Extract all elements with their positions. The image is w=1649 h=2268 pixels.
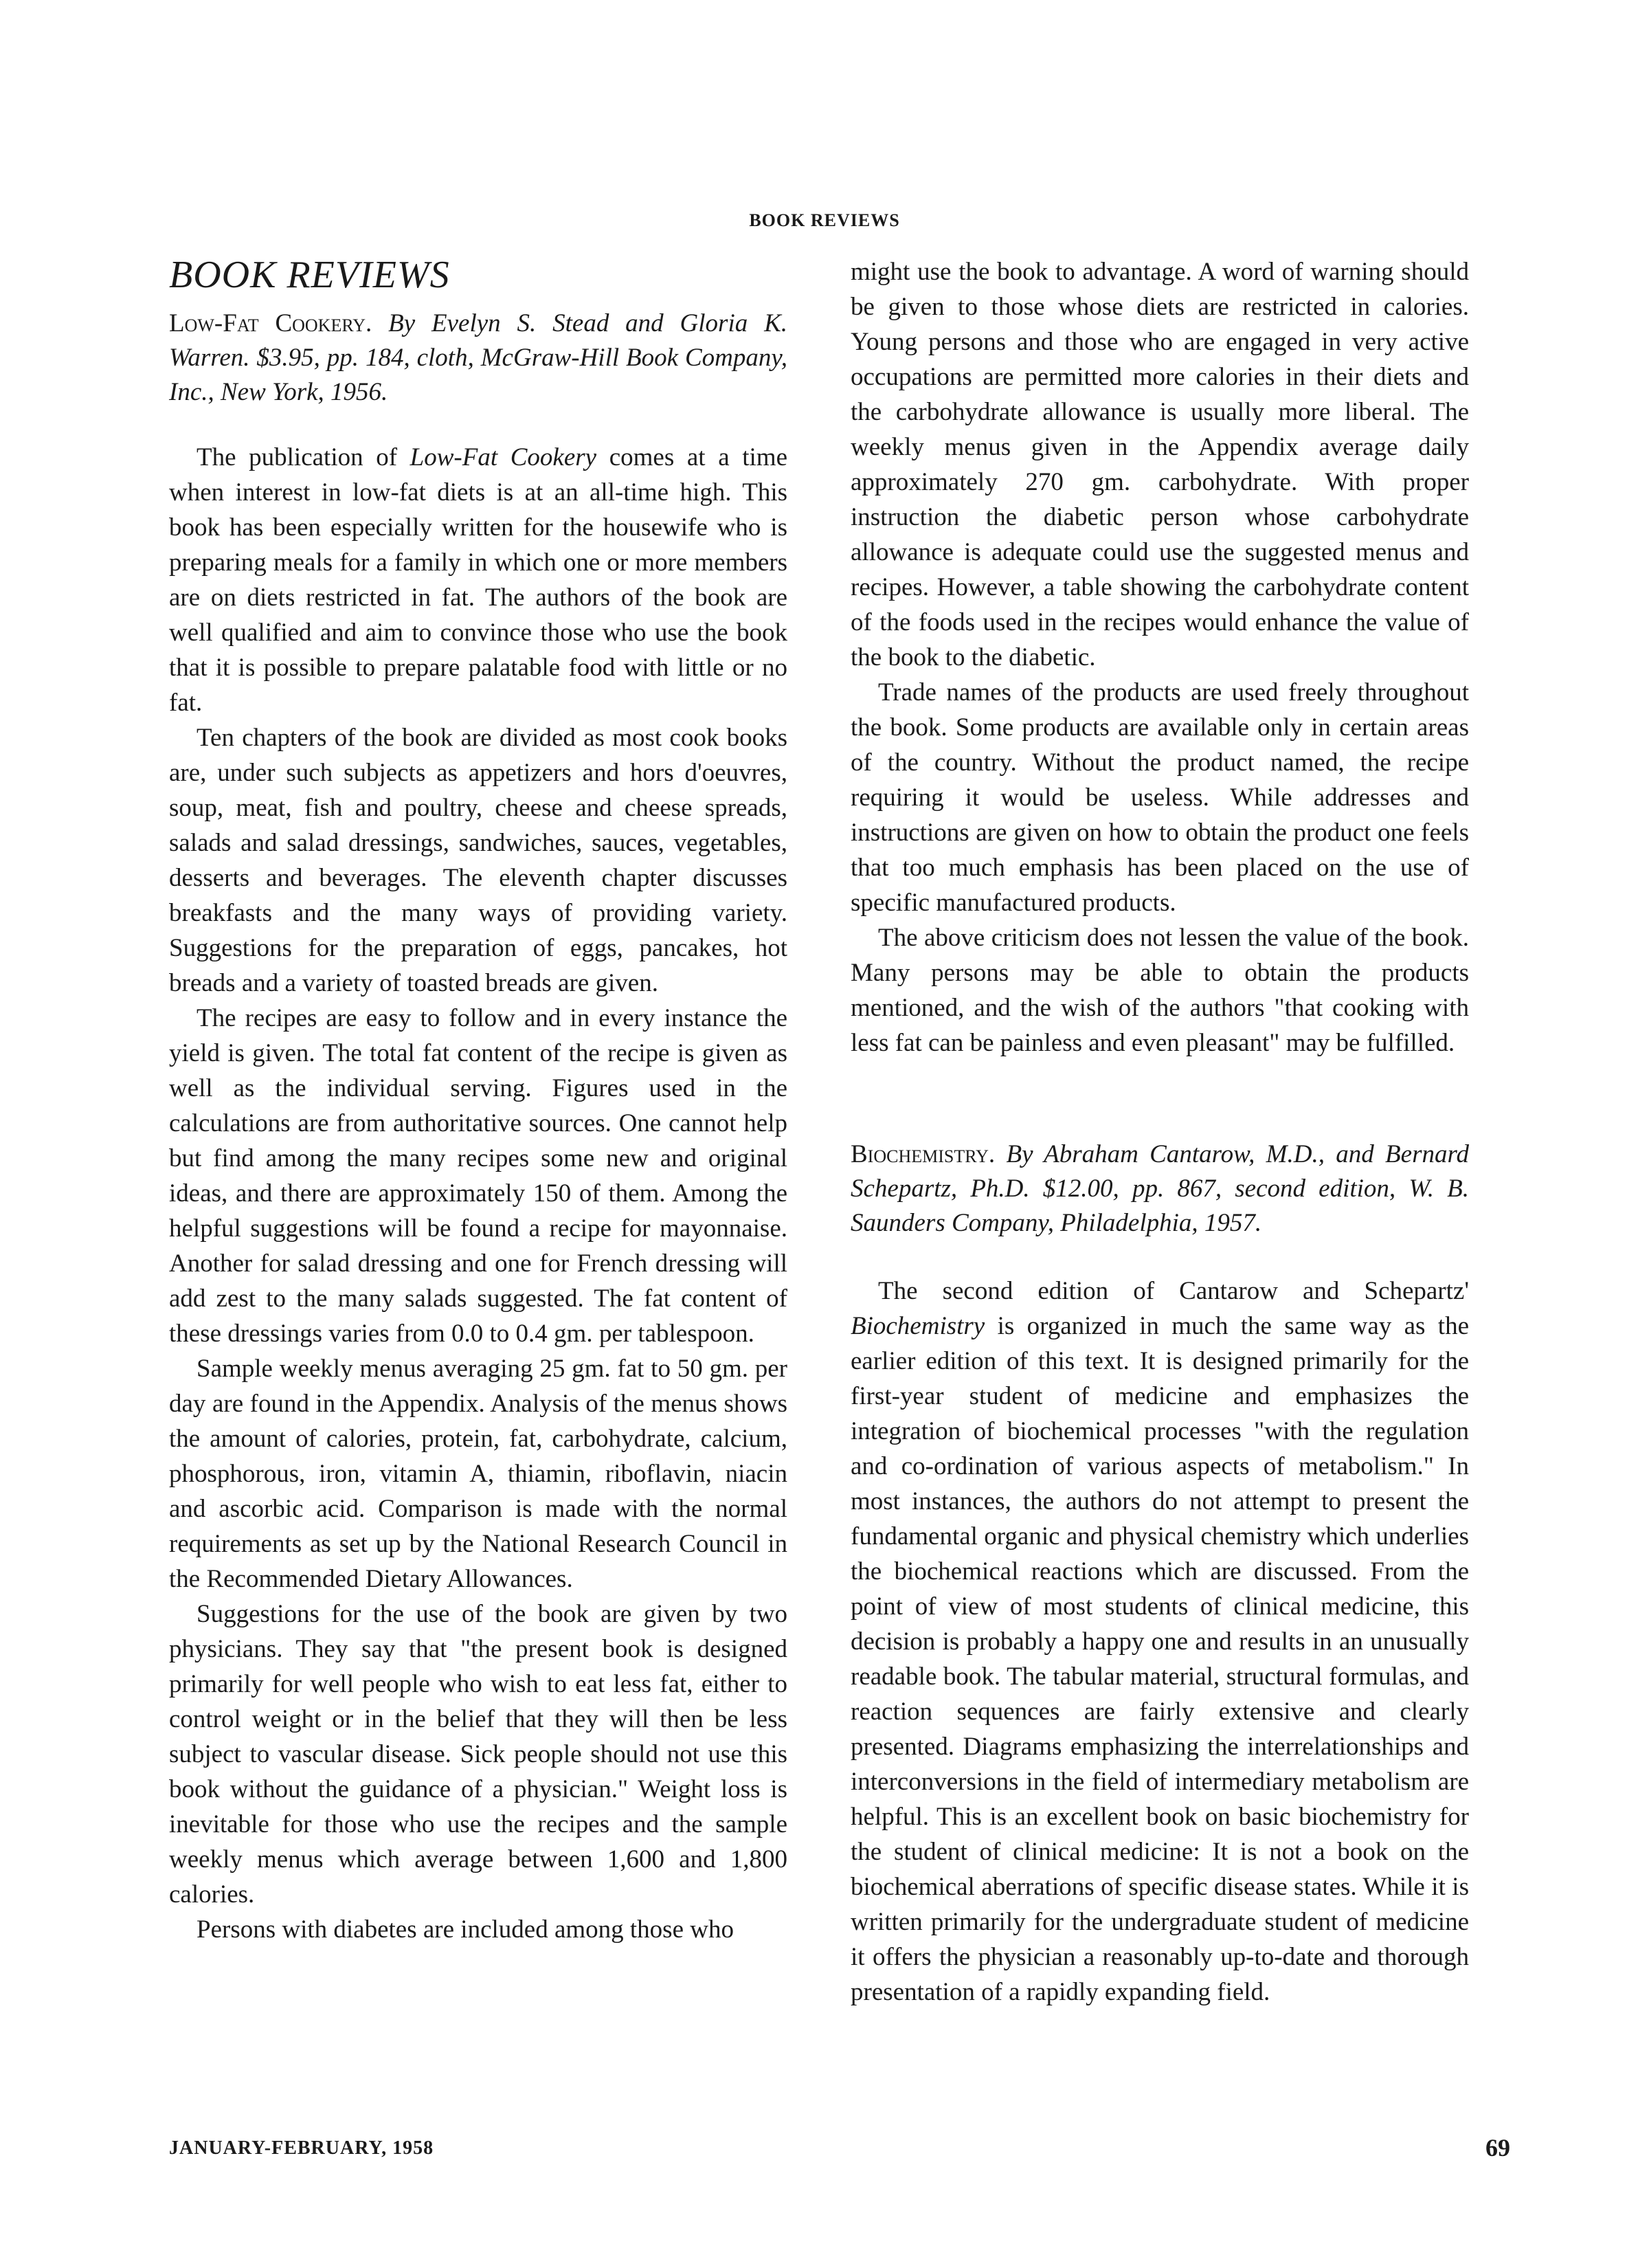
review1-citation — [169, 307, 787, 410]
review1-book-title: Low-Fat Cookery. — [169, 309, 372, 337]
review1-p1-book-title: Low-Fat Cookery — [410, 443, 597, 471]
section-heading: BOOK REVIEWS — [169, 254, 450, 296]
right-column — [851, 254, 1469, 2010]
review2-book-title: Biochemistry. — [851, 1140, 996, 1168]
review1-p1-text-b: comes at a time when interest in low-fat diets is at an all-time high. This book has been especially written for the housewife who is preparing meals for a family in which one or more members are on diets restricted in fat. The authors of the book are well qualified and aim to convince those who use the book that it is possible to prepare palatable food with little or no fat. — [169, 443, 787, 717]
review2-paragraph-1 — [851, 1274, 1469, 2010]
review2-citation — [851, 1137, 1469, 1241]
review1-paragraph-4: Sample weekly menus averaging 25 gm. fat to 50 gm. per day are found in the Appendix. Analysis of the menus shows the amount of calories, protein, fat, carbohydrate, calcium, phosphorous, iron, vitamin A, thiamin, riboflavin, niacin and ascorbic acid. Comparison is made with the normal requirements as set up by the National Research Council in the Recommended Dietary Allowances. — [169, 1354, 787, 1593]
review1-p1-text-a: The publication of — [197, 443, 410, 471]
review1-paragraph-2: Ten chapters of the book are divided as most cook books are, under such subjects as appetizers and hors d'oeuvres, soup, meat, fish and poultry, cheese and cheese spreads, salads and salad dressings, sandwiches, sauces, vegetables, desserts and beverages. The eleventh chapter discusses breakfasts and the many ways of providing variety. Suggestions for the preparation of eggs, pancakes, hot breads and a variety of toasted breads are given. — [169, 723, 787, 997]
review1-book-details: By Evelyn S. Stead and Gloria K. Warren. $3.95, pp. 184, cloth, McGraw-Hill Book Company, Inc., New York, 1956. — [169, 309, 788, 406]
review1-paragraph-3: The recipes are easy to follow and in every instance the yield is given. The total fat content of the recipe is given as well as the individual serving. Figures used in the calculations are from authoritative sources. One cannot help but find among the many recipes some new and original ideas, and there are approximately 150 of them. Among the helpful suggestions will be found a recipe for mayonnaise. Another for salad dressing and one for French dressing will add zest to the many salads suggested. The fat content of these dressings varies from 0.0 to 0.4 gm. per tablespoon. — [169, 1003, 787, 1348]
review2-book-details: By Abraham Cantarow, M.D., and Bernard Schepartz, Ph.D. $12.00, pp. 867, second edition, W. B. Saunders Company, Philadelphia, 1957. — [851, 1140, 1470, 1237]
review1-paragraph-7: Trade names of the products are used freely throughout the book. Some products are available only in certain areas of the country. Without the product named, the recipe requiring it would be useless. While addresses and instructions are given on how to obtain the product one feels that too much emphasis has been placed on the use of specific manufactured products. — [851, 678, 1469, 917]
review1-paragraph-6-continued: might use the book to advantage. A word of warning should be given to those whose diets are restricted in calories. Young persons and those who are engaged in very active occupations are permitted more calories in their diets and the carbohydrate allowance is usually more liberal. The weekly menus given in the Appendix average daily approximately 270 gm. carbohydrate. With proper instruction the diabetic person whose carbohydrate allowance is adequate could use the suggested menus and recipes. However, a table showing the carbohydrate content of the foods used in the recipes would enhance the value of the book to the diabetic. — [851, 258, 1469, 671]
left-column — [169, 254, 787, 1947]
review1-paragraph-8: The above criticism does not lessen the value of the book. Many persons may be able to obtain the products mentioned, and the wish of the authors "that cooking with less fat can be painless and even pleasant" may be fulfilled. — [851, 924, 1469, 1057]
review1-paragraph-1 — [169, 440, 787, 720]
review2 — [851, 1137, 1469, 2010]
page-number: 69 — [1485, 2134, 1510, 2161]
review1-paragraph-6: Persons with diabetes are included among those who — [197, 1915, 734, 1944]
footer-issue-date: JANUARY-FEBRUARY, 1958 — [169, 2137, 434, 2159]
review2-p1-text-a: The second edition of Cantarow and Schepartz' — [878, 1277, 1469, 1305]
review1-paragraph-5: Suggestions for the use of the book are given by two physicians. They say that "the present book is designed primarily for well people who wish to eat less fat, either to control weight or in the belief that they will then be less subject to vascular disease. Sick people should not use this book without the guidance of a physician." Weight loss is inevitable for those who use the recipes and the sample weekly menus which average between 1,600 and 1,800 calories. — [169, 1599, 787, 1909]
review2-p1-text-b: is organized in much the same way as the earlier edition of this text. It is designed primarily for the first-year student of medicine and emphasizes the integration of biochemical processes "with the regulation and co-ordination of various aspects of metabolism." In most instances, the authors do not attempt to present the fundamental organic and physical chemistry which underlies the biochemical reactions which are discussed. From the point of view of most students of clinical medicine, this decision is probably a happy one and results in an unusually readable book. The tabular material, structural formulas, and reaction sequences are fairly extensive and clearly presented. Diagrams emphasizing the interrelationships and interconversions in the field of intermediary metabolism are helpful. This is an excellent book on basic biochemistry for the student of clinical medicine: It is not a book on the biochemical aberrations of specific disease states. While it is written primarily for the undergraduate student of medicine it offers the physician a reasonably up-to-date and thorough presentation of a rapidly expanding field. — [851, 1312, 1469, 2006]
review2-p1-book-title: Biochemistry — [851, 1312, 985, 1340]
running-head: BOOK REVIEWS — [749, 210, 900, 230]
